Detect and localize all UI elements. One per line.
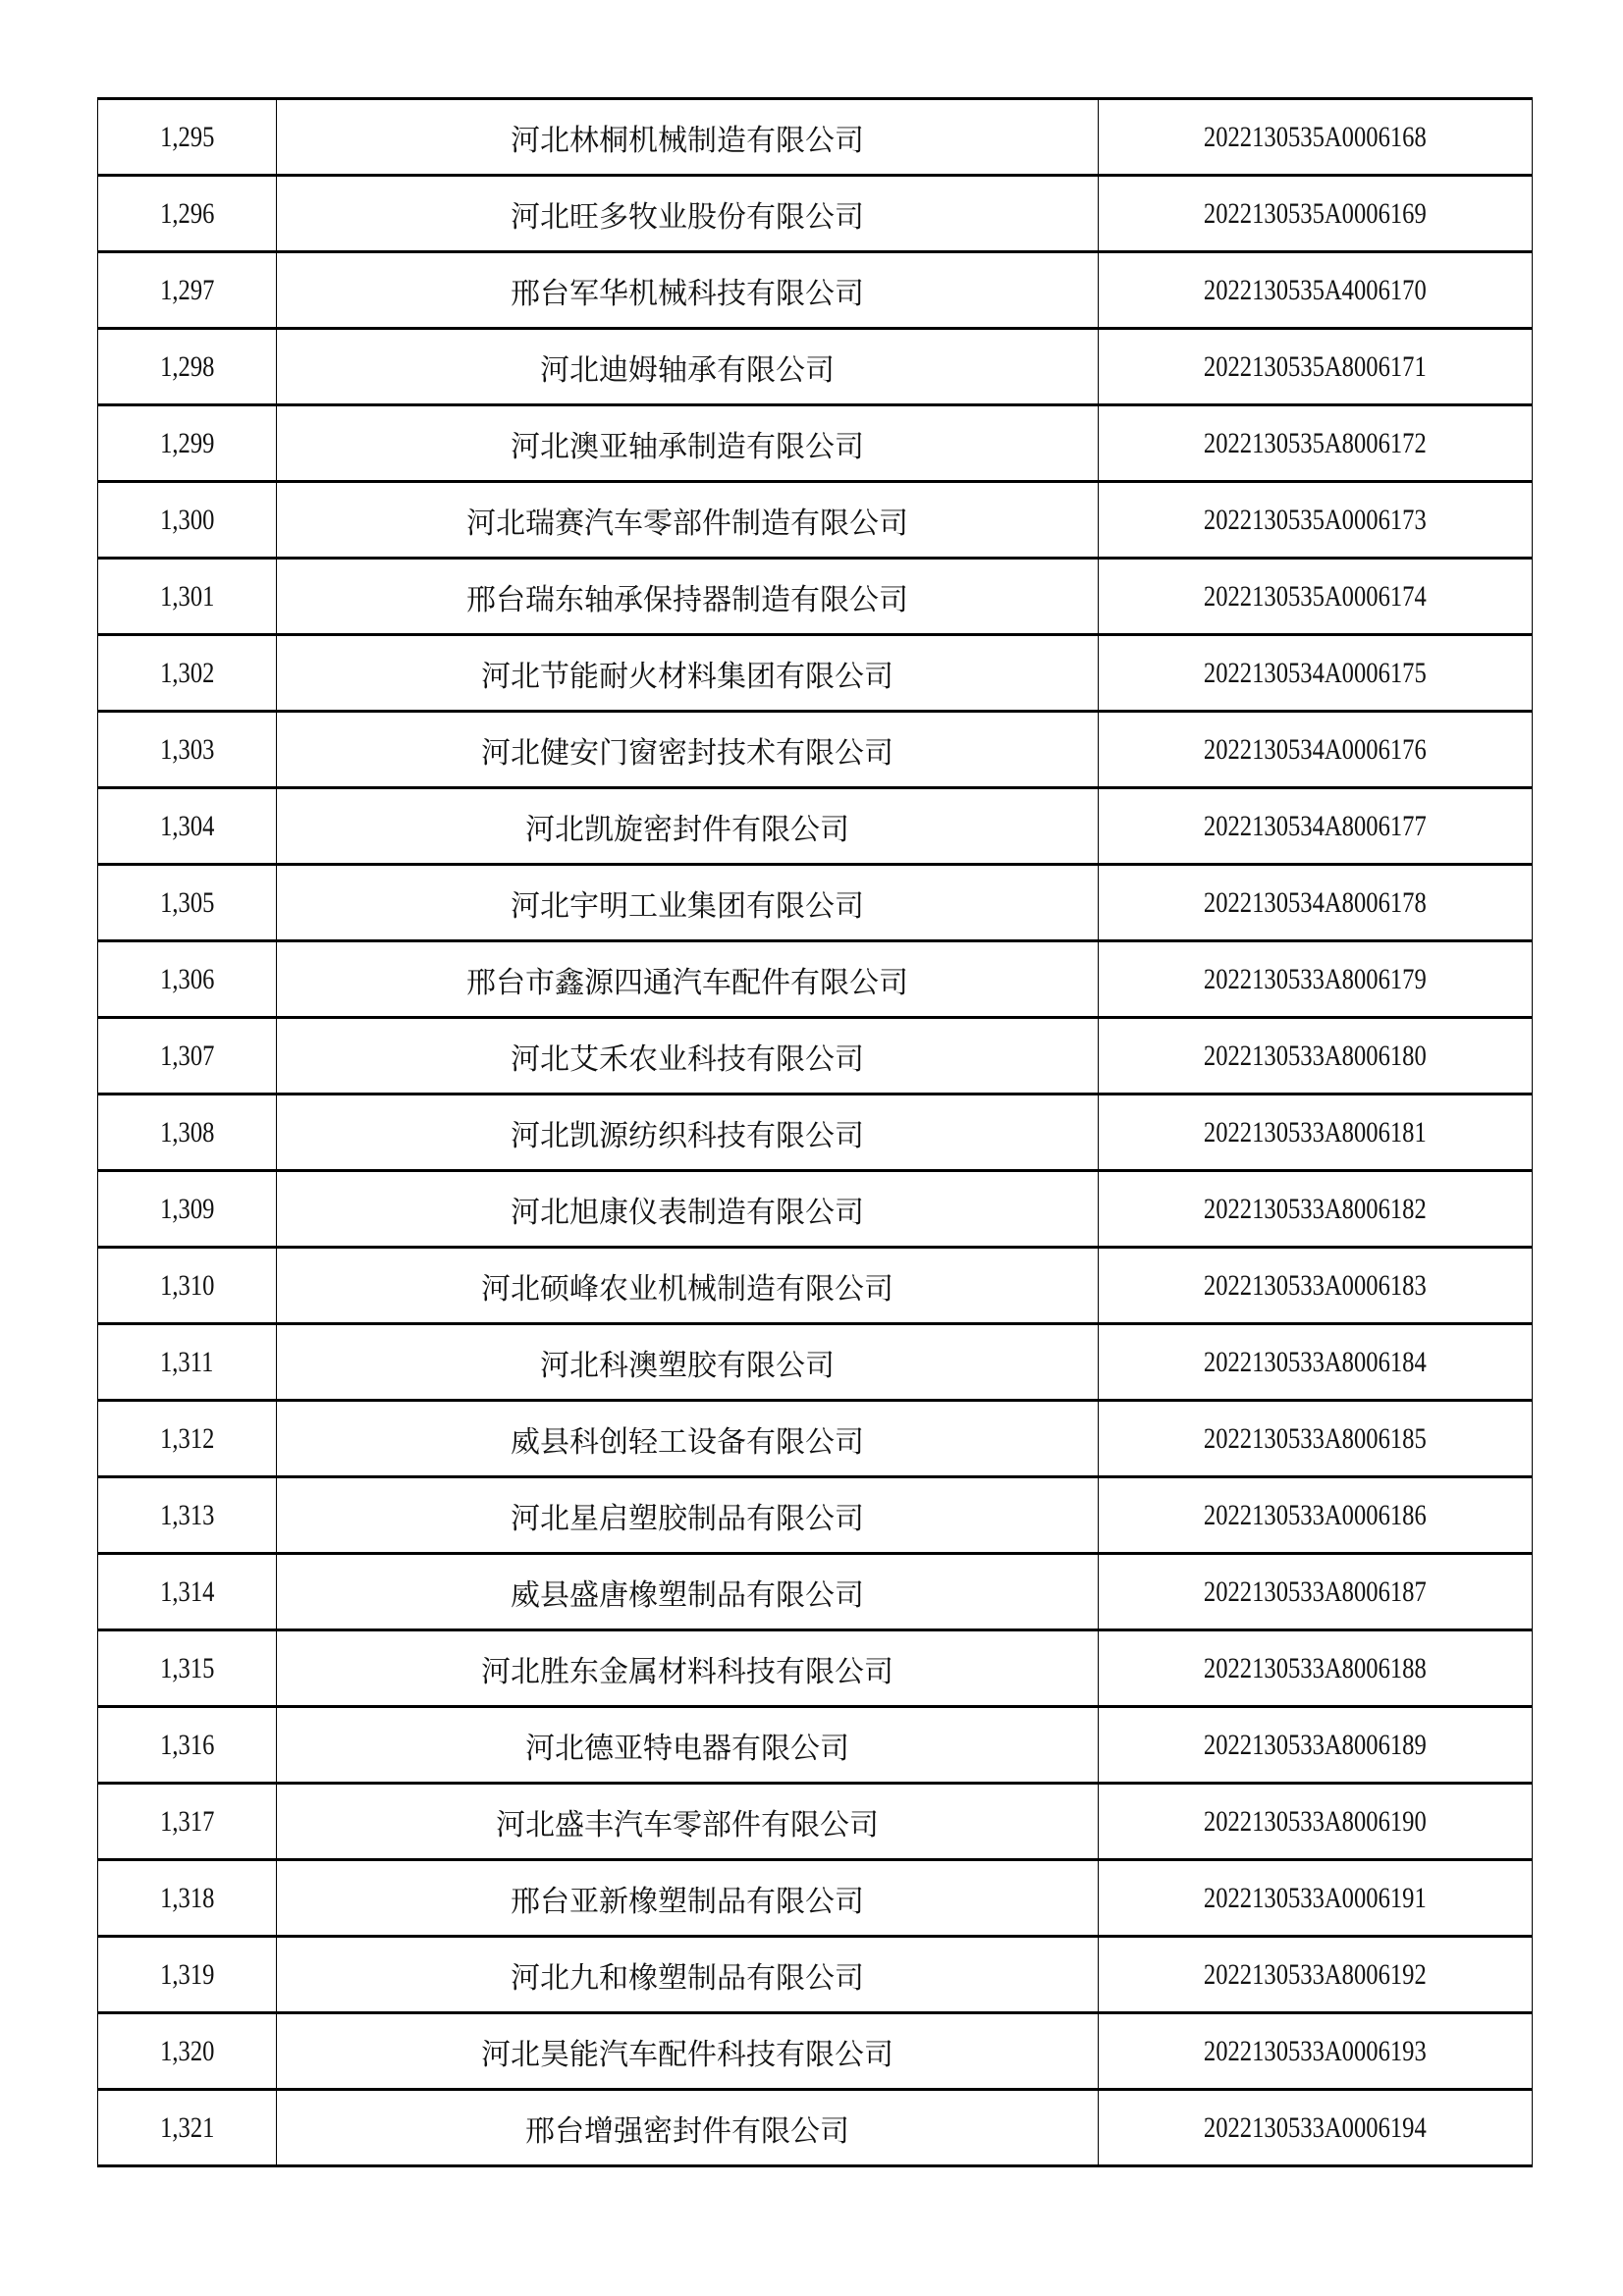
table-row — [98, 865, 1533, 941]
company-name: 河北旭康仪表制造有限公司 — [511, 1195, 864, 1230]
company-name: 河北宇明工业集团有限公司 — [511, 888, 864, 924]
row-index-cell — [98, 2090, 277, 2166]
table-row — [98, 2090, 1533, 2166]
table-row — [98, 482, 1533, 559]
row-index-cell — [98, 1324, 277, 1401]
registration-code: 2022130533A8006185 — [1204, 1421, 1427, 1455]
table-row — [98, 405, 1533, 482]
registration-code: 2022130533A8006190 — [1204, 1804, 1427, 1838]
registration-code: 2022130535A8006171 — [1204, 349, 1427, 383]
registration-code-cell — [1099, 99, 1533, 176]
company-name-cell — [277, 405, 1099, 482]
table-row — [98, 1248, 1533, 1324]
row-index: 1,301 — [159, 579, 215, 613]
company-name: 河北昊能汽车配件科技有限公司 — [481, 2037, 893, 2072]
registration-code: 2022130533A8006181 — [1204, 1115, 1427, 1148]
table-row — [98, 329, 1533, 405]
registration-code: 2022130534A8006177 — [1204, 809, 1427, 842]
company-name: 威县科创轻工设备有限公司 — [511, 1424, 864, 1460]
company-name-cell — [277, 1018, 1099, 1095]
row-index-cell — [98, 635, 277, 712]
row-index: 1,320 — [159, 2034, 215, 2067]
company-name: 邢台亚新橡塑制品有限公司 — [511, 1884, 864, 1919]
table-row — [98, 941, 1533, 1018]
company-name-cell — [277, 1707, 1099, 1784]
row-index: 1,297 — [159, 273, 215, 306]
row-index-cell — [98, 559, 277, 635]
registration-code: 2022130534A0006175 — [1204, 656, 1427, 689]
registration-code-cell — [1099, 482, 1533, 559]
company-name: 河北澳亚轴承制造有限公司 — [511, 429, 864, 464]
table-row — [98, 1707, 1533, 1784]
row-index-cell — [98, 1018, 277, 1095]
company-name: 河北节能耐火材料集团有限公司 — [481, 659, 893, 694]
row-index-cell — [98, 405, 277, 482]
registration-code-cell — [1099, 2090, 1533, 2166]
company-name: 威县盛唐橡塑制品有限公司 — [511, 1577, 864, 1613]
company-name: 河北星启塑胶制品有限公司 — [511, 1501, 864, 1536]
registration-code-cell — [1099, 2013, 1533, 2090]
registration-code: 2022130533A8006192 — [1204, 1957, 1427, 1991]
registration-code: 2022130533A0006193 — [1204, 2034, 1427, 2067]
table-row — [98, 1095, 1533, 1171]
company-name-cell — [277, 1860, 1099, 1937]
row-index: 1,305 — [159, 885, 215, 919]
registration-code: 2022130533A0006191 — [1204, 1881, 1427, 1914]
row-index-cell — [98, 99, 277, 176]
company-name-cell — [277, 941, 1099, 1018]
row-index-cell — [98, 1554, 277, 1630]
company-name: 河北艾禾农业科技有限公司 — [511, 1041, 864, 1077]
row-index: 1,304 — [159, 809, 215, 842]
company-name: 河北瑞赛汽车零部件制造有限公司 — [466, 506, 908, 541]
company-name: 邢台市鑫源四通汽车配件有限公司 — [466, 965, 908, 1000]
row-index-cell — [98, 329, 277, 405]
table-row — [98, 99, 1533, 176]
registration-code-cell — [1099, 1248, 1533, 1324]
registration-code-cell — [1099, 1324, 1533, 1401]
registration-code: 2022130533A8006180 — [1204, 1039, 1427, 1072]
registration-code-cell — [1099, 559, 1533, 635]
company-name: 河北硕峰农业机械制造有限公司 — [481, 1271, 893, 1307]
company-name: 河北健安门窗密封技术有限公司 — [481, 735, 893, 771]
row-index: 1,302 — [159, 656, 215, 689]
registration-code-cell — [1099, 788, 1533, 865]
row-index-cell — [98, 941, 277, 1018]
registration-code: 2022130533A8006179 — [1204, 962, 1427, 995]
row-index: 1,308 — [159, 1115, 215, 1148]
row-index: 1,295 — [159, 120, 215, 153]
company-name-cell — [277, 2090, 1099, 2166]
company-name: 河北科澳塑胶有限公司 — [540, 1348, 835, 1383]
row-index: 1,306 — [159, 962, 215, 995]
company-name-cell — [277, 1630, 1099, 1707]
row-index: 1,300 — [159, 503, 215, 536]
company-name-cell — [277, 99, 1099, 176]
row-index-cell — [98, 1937, 277, 2013]
company-name-cell — [277, 1401, 1099, 1477]
row-index: 1,319 — [159, 1957, 215, 1991]
company-registry-table — [97, 97, 1533, 2167]
row-index: 1,296 — [159, 196, 215, 230]
company-name: 河北德亚特电器有限公司 — [525, 1731, 849, 1766]
row-index: 1,317 — [159, 1804, 215, 1838]
registration-code: 2022130535A0006168 — [1204, 120, 1427, 153]
row-index-cell — [98, 2013, 277, 2090]
company-name-cell — [277, 1477, 1099, 1554]
registration-code-cell — [1099, 1171, 1533, 1248]
table-row — [98, 788, 1533, 865]
company-name: 河北凯旋密封件有限公司 — [525, 812, 849, 847]
row-index: 1,310 — [159, 1268, 215, 1302]
row-index: 1,321 — [159, 2110, 215, 2144]
company-name-cell — [277, 1784, 1099, 1860]
registration-code-cell — [1099, 176, 1533, 252]
registration-code-cell — [1099, 1707, 1533, 1784]
row-index: 1,315 — [159, 1651, 215, 1684]
registration-code-cell — [1099, 252, 1533, 329]
registration-code-cell — [1099, 865, 1533, 941]
registration-code: 2022130533A0006183 — [1204, 1268, 1427, 1302]
table-row — [98, 1630, 1533, 1707]
row-index: 1,316 — [159, 1728, 215, 1761]
row-index-cell — [98, 1860, 277, 1937]
registration-code: 2022130535A0006174 — [1204, 579, 1427, 613]
company-name-cell — [277, 1095, 1099, 1171]
row-index: 1,309 — [159, 1192, 215, 1225]
registration-code-cell — [1099, 1095, 1533, 1171]
table-row — [98, 1324, 1533, 1401]
row-index: 1,311 — [160, 1345, 214, 1378]
row-index-cell — [98, 1095, 277, 1171]
company-name: 河北胜东金属材料科技有限公司 — [481, 1654, 893, 1689]
registration-code: 2022130535A0006173 — [1204, 503, 1427, 536]
table-row — [98, 559, 1533, 635]
row-index: 1,303 — [159, 732, 215, 766]
registration-code-cell — [1099, 329, 1533, 405]
row-index: 1,318 — [159, 1881, 215, 1914]
company-name: 河北九和橡塑制品有限公司 — [511, 1960, 864, 1996]
company-name-cell — [277, 712, 1099, 788]
company-name-cell — [277, 1937, 1099, 2013]
company-name-cell — [277, 559, 1099, 635]
company-name-cell — [277, 482, 1099, 559]
company-name-cell — [277, 865, 1099, 941]
table-row — [98, 1171, 1533, 1248]
company-name: 邢台增强密封件有限公司 — [525, 2113, 849, 2149]
table-body — [98, 99, 1533, 2166]
row-index-cell — [98, 1171, 277, 1248]
row-index: 1,298 — [159, 349, 215, 383]
registration-code: 2022130533A0006186 — [1204, 1498, 1427, 1531]
registration-code-cell — [1099, 1860, 1533, 1937]
registration-code-cell — [1099, 1554, 1533, 1630]
table-row — [98, 1860, 1533, 1937]
company-name: 邢台军华机械科技有限公司 — [511, 276, 864, 311]
row-index-cell — [98, 1401, 277, 1477]
registration-code: 2022130534A8006178 — [1204, 885, 1427, 919]
row-index-cell — [98, 1784, 277, 1860]
registration-code: 2022130533A8006184 — [1204, 1345, 1427, 1378]
registration-code-cell — [1099, 1784, 1533, 1860]
row-index-cell — [98, 1707, 277, 1784]
company-name: 河北迪姆轴承有限公司 — [540, 352, 835, 388]
table-row — [98, 1018, 1533, 1095]
row-index: 1,307 — [159, 1039, 215, 1072]
company-name-cell — [277, 788, 1099, 865]
registration-code: 2022130533A0006194 — [1204, 2110, 1427, 2144]
table-row — [98, 1401, 1533, 1477]
table-row — [98, 1784, 1533, 1860]
table-row — [98, 712, 1533, 788]
registration-code: 2022130535A8006172 — [1204, 426, 1427, 459]
row-index-cell — [98, 1477, 277, 1554]
company-name: 河北旺多牧业股份有限公司 — [511, 199, 864, 235]
registration-code-cell — [1099, 941, 1533, 1018]
row-index-cell — [98, 712, 277, 788]
row-index-cell — [98, 1248, 277, 1324]
row-index: 1,313 — [159, 1498, 215, 1531]
company-name-cell — [277, 176, 1099, 252]
registration-code: 2022130533A8006182 — [1204, 1192, 1427, 1225]
company-name-cell — [277, 1324, 1099, 1401]
registration-code: 2022130535A0006169 — [1204, 196, 1427, 230]
registration-code-cell — [1099, 1018, 1533, 1095]
company-name-cell — [277, 252, 1099, 329]
row-index-cell — [98, 482, 277, 559]
table-row — [98, 1554, 1533, 1630]
registration-code-cell — [1099, 1937, 1533, 2013]
company-name: 河北林桐机械制造有限公司 — [511, 123, 864, 158]
company-name-cell — [277, 329, 1099, 405]
company-name-cell — [277, 1171, 1099, 1248]
registration-code: 2022130533A8006188 — [1204, 1651, 1427, 1684]
registration-code: 2022130534A0006176 — [1204, 732, 1427, 766]
registration-code-cell — [1099, 1401, 1533, 1477]
registration-code-cell — [1099, 1630, 1533, 1707]
table-row — [98, 1937, 1533, 2013]
registration-code: 2022130533A8006189 — [1204, 1728, 1427, 1761]
registration-code-cell — [1099, 405, 1533, 482]
row-index-cell — [98, 252, 277, 329]
row-index: 1,314 — [159, 1575, 215, 1608]
registration-code: 2022130533A8006187 — [1204, 1575, 1427, 1608]
table-row — [98, 176, 1533, 252]
company-name-cell — [277, 635, 1099, 712]
company-name: 河北盛丰汽车零部件有限公司 — [496, 1807, 879, 1842]
registration-code: 2022130535A4006170 — [1204, 273, 1427, 306]
registration-code-cell — [1099, 1477, 1533, 1554]
company-name-cell — [277, 1554, 1099, 1630]
row-index-cell — [98, 176, 277, 252]
company-name-cell — [277, 2013, 1099, 2090]
row-index-cell — [98, 788, 277, 865]
row-index: 1,312 — [159, 1421, 215, 1455]
table-row — [98, 2013, 1533, 2090]
row-index-cell — [98, 1630, 277, 1707]
registration-code-cell — [1099, 635, 1533, 712]
row-index: 1,299 — [159, 426, 215, 459]
registration-code-cell — [1099, 712, 1533, 788]
table-row — [98, 1477, 1533, 1554]
company-name: 河北凯源纺织科技有限公司 — [511, 1118, 864, 1153]
row-index-cell — [98, 865, 277, 941]
company-name-cell — [277, 1248, 1099, 1324]
table-row — [98, 252, 1533, 329]
company-name: 邢台瑞东轴承保持器制造有限公司 — [466, 582, 908, 617]
table-row — [98, 635, 1533, 712]
